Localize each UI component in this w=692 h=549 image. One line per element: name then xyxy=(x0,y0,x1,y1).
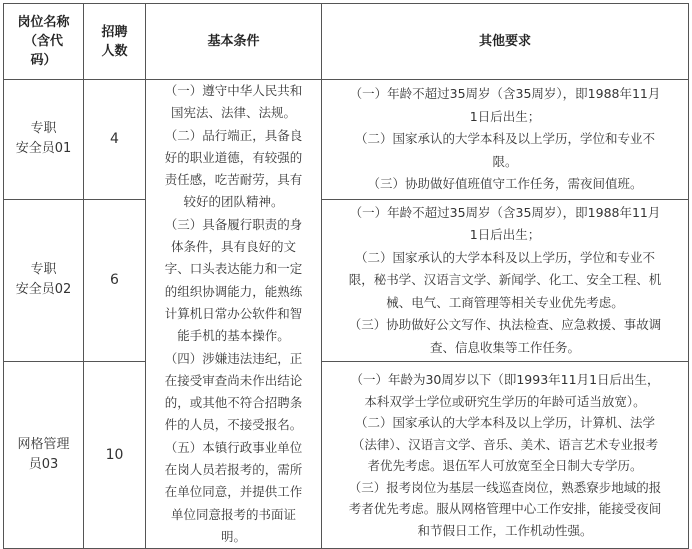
header-position-line-2: （含代 xyxy=(23,34,63,49)
position-name-cell xyxy=(4,199,84,361)
other-requirements-cell xyxy=(322,199,689,361)
requirement-line: （一）年龄不超过35周岁（含35周岁），即1988年11月 xyxy=(349,204,661,220)
position-name-line-2: 员03 xyxy=(28,457,59,473)
basic-condition-line: 的，或其他不符合招聘条 xyxy=(164,395,303,411)
header-basic-conditions: 基本条件 xyxy=(146,4,322,80)
position-name-line-2: 安全员02 xyxy=(15,282,72,298)
requirement-line: 限，秘书学、汉语言文学、新闻学、化工、安全工程、机 xyxy=(348,272,662,288)
basic-condition-line: （一）遵守中华人民共和 xyxy=(164,83,303,98)
basic-condition-line: 字、口头表达能力和一定 xyxy=(164,261,303,277)
requirement-line: 查、信息收集等工作任务。 xyxy=(429,339,580,355)
basic-condition-line: 体条件，具有良好的文 xyxy=(170,239,296,255)
position-name-line-2: 安全员01 xyxy=(15,141,72,157)
header-other-requirements: 其他要求 xyxy=(322,4,689,80)
basic-condition-line: 单位同意报考的书面证 xyxy=(170,506,296,522)
basic-condition-line: 好的职业道德，有较强的 xyxy=(164,149,303,165)
header-position-line-1: 岗位名称 xyxy=(17,15,70,30)
position-name-line-1: 网格管理 xyxy=(17,437,70,453)
recruit-count-cell: 10 xyxy=(84,361,146,548)
requirement-line: 限。 xyxy=(492,153,518,169)
header-row xyxy=(4,4,689,80)
basic-condition-line: （二）品行端正，具备良 xyxy=(164,127,303,143)
header-position-line-3: 码） xyxy=(30,53,57,68)
position-name-cell xyxy=(4,361,84,548)
basic-condition-line: 在单位同意，并提供工作 xyxy=(164,484,303,500)
requirement-line: 考者优先考虑。服从网格管理中心工作安排，能接受夜间 xyxy=(348,501,662,517)
basic-condition-line: 件的人员，不接受报名。 xyxy=(164,417,303,433)
requirement-line: （三）协助做好公文写作、执法检查、应急救援、事故调 xyxy=(348,317,662,333)
other-requirements-cell xyxy=(322,361,689,548)
basic-condition-line: 计算机日常办公软件和智 xyxy=(164,305,303,321)
basic-condition-line: 责任感，吃苦耐劳，具有 xyxy=(164,172,303,188)
requirement-line: 械、电气、工商管理等相关专业优先考虑。 xyxy=(386,294,624,310)
requirement-line: 1日后出生； xyxy=(469,227,541,243)
recruitment-table xyxy=(3,3,689,549)
basic-condition-line: 在岗人员若报考的，需所 xyxy=(164,462,303,478)
basic-condition-line: 在接受审查尚未作出结论 xyxy=(164,372,303,388)
table-row-safety-officer-01 xyxy=(4,80,689,200)
basic-condition-line: 国宪法、法律、法规。 xyxy=(170,105,296,121)
position-name-line-1: 专职 xyxy=(30,121,57,137)
requirement-line: （一）年龄不超过35周岁（含35周岁），即1988年11月 xyxy=(349,86,661,102)
recruit-count-cell: 4 xyxy=(84,80,146,200)
requirement-line: （一）年龄为30周岁以下（即1993年11月1日后出生， xyxy=(350,372,660,388)
basic-condition-line: （三）具备履行职责的身 xyxy=(164,216,303,232)
basic-condition-line: 较好的团队精神。 xyxy=(183,194,284,210)
position-name-line-1: 专职 xyxy=(30,262,57,278)
position-name-cell xyxy=(4,80,84,200)
header-count-line-2: 人数 xyxy=(101,43,128,59)
basic-conditions-cell xyxy=(146,80,322,549)
requirement-line: （二）国家承认的大学本科及以上学历，学位和专业不 xyxy=(354,131,655,147)
requirement-line: （二）国家承认的大学本科及以上学历，学位和专业不 xyxy=(354,249,655,265)
basic-condition-line: （五）本镇行政事业单位 xyxy=(164,439,303,455)
requirement-line: 本科双学士学位或研究生学历的年龄可适当放宽）。 xyxy=(364,393,646,409)
basic-condition-line: 明。 xyxy=(220,528,246,544)
recruit-count-cell: 6 xyxy=(84,199,146,361)
header-recruit-count xyxy=(84,4,146,80)
header-position-name xyxy=(4,4,84,80)
basic-condition-line: （四）涉嫌违法违纪，正 xyxy=(164,350,303,366)
requirement-line: （法律）、汉语言文学、音乐、美术、语言艺术专业报考 xyxy=(351,436,659,452)
basic-condition-line: 的组织协调能力，能熟练 xyxy=(164,283,303,299)
requirement-line: 和节假日工作，工作机动性强。 xyxy=(417,522,593,538)
requirement-line: 1日后出生； xyxy=(469,108,541,124)
requirement-line: （三）报考岗位为基层一线巡查岗位，熟悉寮步地域的报 xyxy=(348,479,662,495)
other-requirements-cell xyxy=(322,80,689,200)
table-row-grid-manager-03 xyxy=(4,361,689,548)
header-count-line-1: 招聘 xyxy=(101,24,128,40)
requirement-line: （三）协助做好值班值守工作任务，需夜间值班。 xyxy=(367,176,643,192)
requirement-line: 者优先考虑。退伍军人可放宽至全日制大专学历。 xyxy=(367,458,643,474)
requirement-line: （二）国家承认的大学本科及以上学历，计算机、法学 xyxy=(354,415,655,431)
basic-condition-line: 能手机的基本操作。 xyxy=(177,328,290,344)
table-row-safety-officer-02 xyxy=(4,199,689,361)
